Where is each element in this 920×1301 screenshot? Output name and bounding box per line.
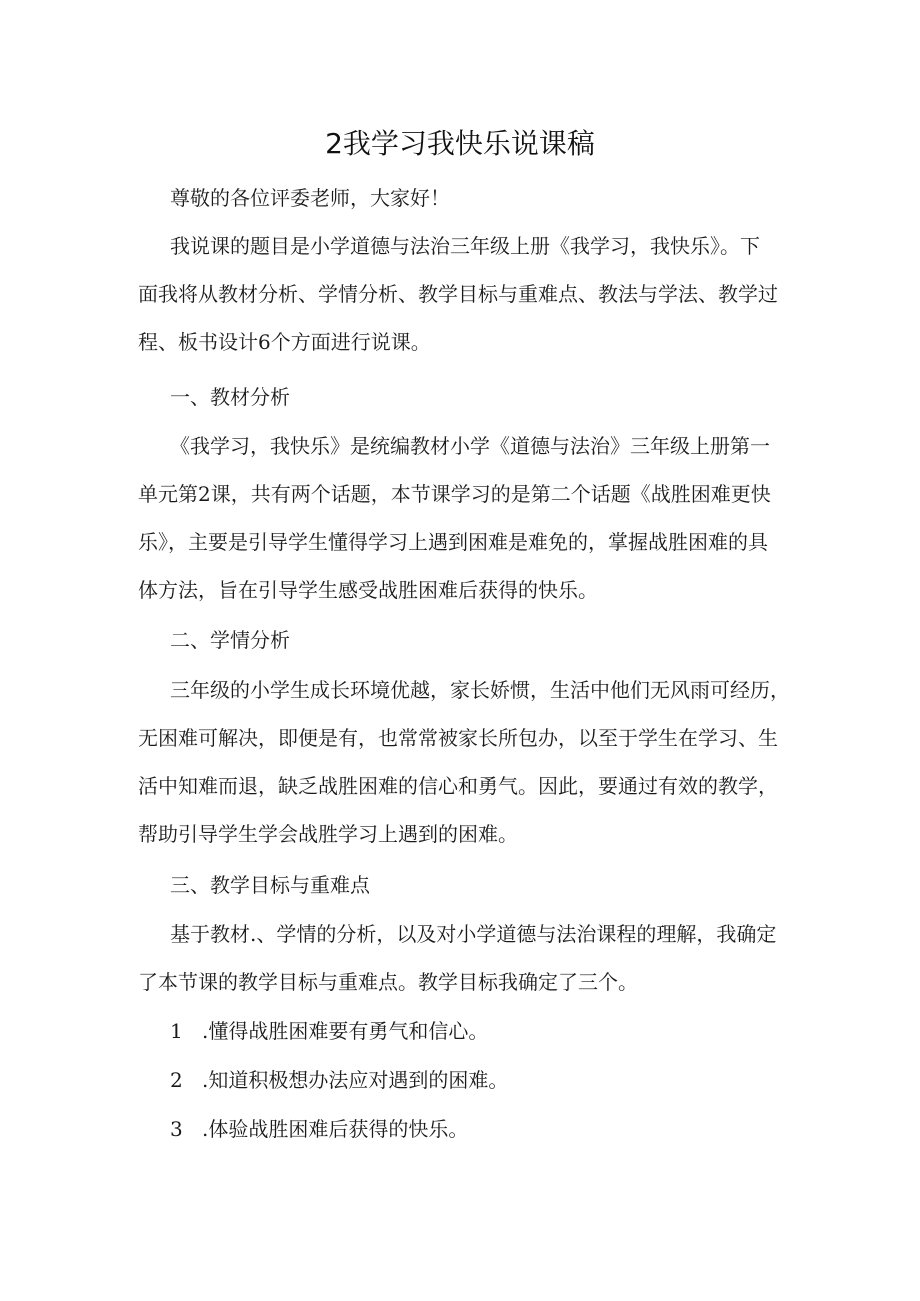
section-paragraph-students: [138, 666, 790, 858]
paragraph-line: 体方法，旨在引导学生感受战胜困难后获得的快乐。: [138, 578, 598, 602]
goal-number: 2: [170, 1068, 183, 1092]
goal-text: .知道积极想办法应对遇到的困难。: [202, 1068, 509, 1092]
greeting: [170, 174, 450, 222]
paragraph-line: 《我学习，我快乐》是统编教材小学《道德与法治》三年级上册第一: [170, 434, 770, 458]
intro-line: 程、板书设计6个方面进行说课。: [138, 330, 431, 354]
goal-text: .体验战胜困难后获得的快乐。: [202, 1117, 469, 1141]
document-title: 2我学习我快乐说课稿: [325, 127, 595, 160]
paragraph-line: 活中知难而退，缺乏战胜困难的信心和勇气。因此，要通过有效的教学，: [138, 774, 778, 798]
goal-text: .懂得战胜困难要有勇气和信心。: [202, 1019, 489, 1043]
greeting-line: 尊敬的各位评委老师，大家好！: [170, 186, 450, 210]
section-paragraph-materials: [138, 422, 771, 614]
goal-item: [170, 1007, 488, 1055]
goal-number: 1: [170, 1019, 183, 1043]
paragraph-line: 无困难可解决，即便是有，也常常被家长所包办，以至于学生在学习、生: [138, 726, 778, 750]
goal-number: 3: [170, 1117, 183, 1141]
goal-item: [170, 1105, 468, 1153]
intro-paragraph: [138, 222, 778, 366]
section-heading-students: 二、学情分析: [170, 628, 290, 652]
intro-line: 面我将从教材分析、学情分析、教学目标与重难点、教法与学法、教学过: [138, 282, 778, 306]
paragraph-line: 基于教材.、学情的分析，以及对小学道德与法治课程的理解，我确定: [170, 922, 777, 946]
paragraph-line: 乐》，主要是引导学生懂得学习上遇到困难是难免的，掌握战胜困难的具: [138, 530, 768, 554]
paragraph-line: 三年级的小学生成长环境优越，家长娇惯，生活中他们无风雨可经历，: [170, 678, 790, 702]
intro-line: 我说课的题目是小学道德与法治三年级上册《我学习，我快乐》。下: [170, 234, 760, 258]
paragraph-line: 帮助引导学生学会战胜学习上遇到的困难。: [138, 822, 518, 846]
paragraph-line: 了本节课的教学目标与重难点。教学目标我确定了三个。: [138, 970, 638, 994]
section-paragraph-goals: [138, 910, 776, 1006]
section-heading-goals: 三、教学目标与重难点: [170, 873, 370, 897]
goal-item: [170, 1056, 508, 1104]
paragraph-line: 单元第2课，共有两个话题，本节课学习的是第二个话题《战胜困难更快: [138, 482, 771, 506]
section-heading-materials: 一、教材分析: [170, 385, 290, 409]
